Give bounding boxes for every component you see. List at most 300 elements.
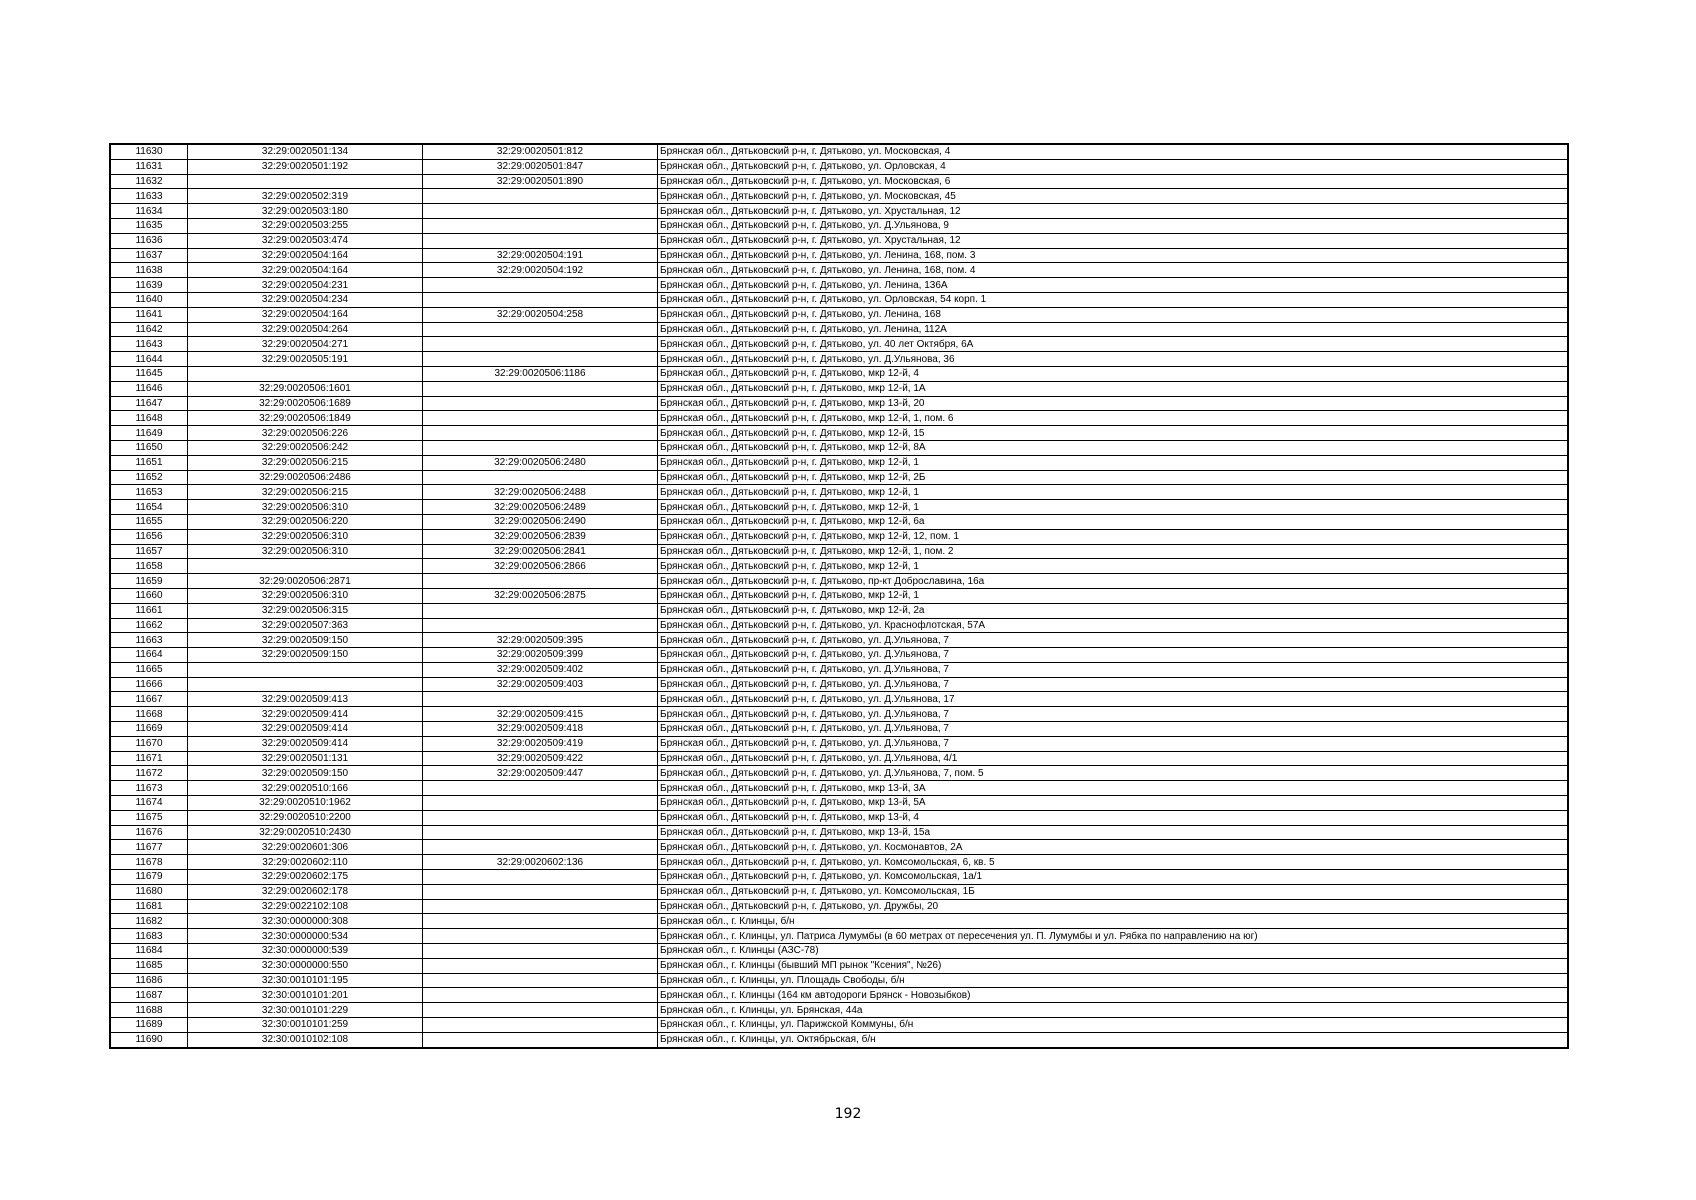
table-row (110, 559, 1568, 574)
address-cell: Брянская обл., Дятьковский р-н, г. Дятьково, мкр 12-й, 8А (658, 440, 1569, 455)
address-cell: Брянская обл., Дятьковский р-н, г. Дятьково, мкр 12-й, 1 (658, 455, 1569, 470)
address-cell: Брянская обл., Дятьковский р-н, г. Дятьково, мкр 12-й, 1 (658, 559, 1569, 574)
cadastral-number-cell: 32:29:0020504:164 (188, 263, 423, 278)
row-number-cell: 11686 (110, 973, 188, 988)
row-number-cell: 11656 (110, 529, 188, 544)
cadastral-number-cell: 32:30:0010101:201 (188, 988, 423, 1003)
object-number-cell: 32:29:0020506:2489 (423, 500, 658, 515)
table-row (110, 751, 1568, 766)
row-number-cell: 11664 (110, 648, 188, 663)
cadastral-number-cell: 32:29:0020509:414 (188, 736, 423, 751)
object-number-cell (423, 810, 658, 825)
cadastral-number-cell: 32:29:0020506:215 (188, 455, 423, 470)
row-number-cell: 11636 (110, 233, 188, 248)
object-number-cell (423, 292, 658, 307)
table-row (110, 662, 1568, 677)
row-number-cell: 11680 (110, 884, 188, 899)
cadastral-number-cell: 32:29:0020506:310 (188, 588, 423, 603)
object-number-cell (423, 411, 658, 426)
table-row (110, 337, 1568, 352)
cadastral-number-cell: 32:29:0020502:319 (188, 189, 423, 204)
address-cell: Брянская обл., г. Клинцы (бывший МП рынок "Ксения", №26) (658, 958, 1569, 973)
object-number-cell (423, 204, 658, 219)
table-row (110, 263, 1568, 278)
cadastral-number-cell: 32:29:0020602:110 (188, 855, 423, 870)
address-cell: Брянская обл., г. Клинцы, ул. Октябрьская, б/н (658, 1032, 1569, 1047)
row-number-cell: 11662 (110, 618, 188, 633)
row-number-cell: 11648 (110, 411, 188, 426)
table-row (110, 574, 1568, 589)
cadastral-number-cell: 32:29:0020501:131 (188, 751, 423, 766)
object-number-cell (423, 840, 658, 855)
table-row (110, 633, 1568, 648)
object-number-cell: 32:29:0020509:422 (423, 751, 658, 766)
table-row (110, 973, 1568, 988)
address-cell: Брянская обл., Дятьковский р-н, г. Дятьково, ул. Хрустальная, 12 (658, 204, 1569, 219)
cadastral-number-cell: 32:29:0020601:306 (188, 840, 423, 855)
table-row (110, 899, 1568, 914)
address-cell: Брянская обл., Дятьковский р-н, г. Дятьково, ул. Д.Ульянова, 7 (658, 662, 1569, 677)
object-number-cell (423, 1032, 658, 1047)
cadastral-number-cell: 32:29:0020501:192 (188, 159, 423, 174)
address-cell: Брянская обл., Дятьковский р-н, г. Дятьково, ул. Комсомольская, 6, кв. 5 (658, 855, 1569, 870)
object-number-cell (423, 396, 658, 411)
row-number-cell: 11675 (110, 810, 188, 825)
cadastral-number-cell: 32:30:0000000:534 (188, 929, 423, 944)
object-number-cell: 32:29:0020506:2490 (423, 514, 658, 529)
table-row (110, 366, 1568, 381)
table-row (110, 810, 1568, 825)
table-row (110, 618, 1568, 633)
table-row (110, 218, 1568, 233)
object-number-cell: 32:29:0020504:192 (423, 263, 658, 278)
table-row (110, 470, 1568, 485)
row-number-cell: 11660 (110, 588, 188, 603)
object-number-cell: 32:29:0020509:403 (423, 677, 658, 692)
row-number-cell: 11690 (110, 1032, 188, 1047)
object-number-cell (423, 781, 658, 796)
row-number-cell: 11669 (110, 722, 188, 737)
table-row (110, 381, 1568, 396)
address-cell: Брянская обл., Дятьковский р-н, г. Дятьково, ул. Ленина, 168, пом. 3 (658, 248, 1569, 263)
address-cell: Брянская обл., Дятьковский р-н, г. Дятьково, мкр 12-й, 1 (658, 485, 1569, 500)
object-number-cell: 32:29:0020509:418 (423, 722, 658, 737)
object-number-cell: 32:29:0020509:419 (423, 736, 658, 751)
address-cell: Брянская обл., Дятьковский р-н, г. Дятьково, ул. Д.Ульянова, 7 (658, 722, 1569, 737)
table-row (110, 781, 1568, 796)
address-cell: Брянская обл., Дятьковский р-н, г. Дятьково, ул. Комсомольская, 1Б (658, 884, 1569, 899)
address-cell: Брянская обл., Дятьковский р-н, г. Дятьково, ул. Орловская, 54 корп. 1 (658, 292, 1569, 307)
row-number-cell: 11650 (110, 440, 188, 455)
address-cell: Брянская обл., г. Клинцы, ул. Патриса Лумумбы (в 60 метрах от пересечения ул. П. Лумумбы и ул. Рябка по направлению на юг) (658, 929, 1569, 944)
address-cell: Брянская обл., Дятьковский р-н, г. Дятьково, мкр 12-й, 1А (658, 381, 1569, 396)
row-number-cell: 11647 (110, 396, 188, 411)
object-number-cell (423, 884, 658, 899)
row-number-cell: 11682 (110, 914, 188, 929)
cadastral-number-cell: 32:29:0020510:2200 (188, 810, 423, 825)
object-number-cell: 32:29:0020504:258 (423, 307, 658, 322)
object-number-cell (423, 603, 658, 618)
object-number-cell (423, 426, 658, 441)
object-number-cell: 32:29:0020506:2488 (423, 485, 658, 500)
address-cell: Брянская обл., Дятьковский р-н, г. Дятьково, ул. Хрустальная, 12 (658, 233, 1569, 248)
cadastral-number-cell (188, 559, 423, 574)
table-row (110, 292, 1568, 307)
address-cell: Брянская обл., Дятьковский р-н, г. Дятьково, мкр 12-й, 4 (658, 366, 1569, 381)
cadastral-number-cell: 32:29:0020506:2486 (188, 470, 423, 485)
address-cell: Брянская обл., Дятьковский р-н, г. Дятьково, мкр 12-й, 2Б (658, 470, 1569, 485)
table-row (110, 588, 1568, 603)
row-number-cell: 11674 (110, 796, 188, 811)
object-number-cell: 32:29:0020509:402 (423, 662, 658, 677)
address-cell: Брянская обл., Дятьковский р-н, г. Дятьково, ул. Московская, 4 (658, 144, 1569, 159)
cadastral-number-cell: 32:29:0020509:413 (188, 692, 423, 707)
object-number-cell: 32:29:0020506:2866 (423, 559, 658, 574)
row-number-cell: 11665 (110, 662, 188, 677)
cadastral-number-cell (188, 677, 423, 692)
address-cell: Брянская обл., Дятьковский р-н, г. Дятьково, мкр 13-й, 15а (658, 825, 1569, 840)
row-number-cell: 11655 (110, 514, 188, 529)
table-row (110, 500, 1568, 515)
address-cell: Брянская обл., Дятьковский р-н, г. Дятьково, ул. Комсомольская, 1а/1 (658, 870, 1569, 885)
cadastral-number-cell: 32:29:0020505:191 (188, 352, 423, 367)
row-number-cell: 11637 (110, 248, 188, 263)
object-number-cell: 32:29:0020509:415 (423, 707, 658, 722)
cadastral-number-cell: 32:29:0020510:2430 (188, 825, 423, 840)
address-cell: Брянская обл., Дятьковский р-н, г. Дятьково, ул. Орловская, 4 (658, 159, 1569, 174)
table-row (110, 485, 1568, 500)
object-number-cell (423, 944, 658, 959)
table-row (110, 174, 1568, 189)
row-number-cell: 11681 (110, 899, 188, 914)
cadastral-number-cell: 32:29:0020501:134 (188, 144, 423, 159)
row-number-cell: 11672 (110, 766, 188, 781)
address-cell: Брянская обл., Дятьковский р-н, г. Дятьково, ул. Московская, 45 (658, 189, 1569, 204)
table-row (110, 929, 1568, 944)
address-cell: Брянская обл., Дятьковский р-н, г. Дятьково, ул. Д.Ульянова, 7 (658, 648, 1569, 663)
address-cell: Брянская обл., Дятьковский р-н, г. Дятьково, мкр 13-й, 5А (658, 796, 1569, 811)
cadastral-number-cell: 32:29:0020504:164 (188, 248, 423, 263)
object-number-cell (423, 337, 658, 352)
cadastral-number-cell: 32:29:0020504:231 (188, 278, 423, 293)
cadastral-number-cell: 32:29:0020504:271 (188, 337, 423, 352)
address-cell: Брянская обл., Дятьковский р-н, г. Дятьково, ул. Ленина, 168, пом. 4 (658, 263, 1569, 278)
table-row (110, 914, 1568, 929)
address-cell: Брянская обл., г. Клинцы, ул. Брянская, 44а (658, 1003, 1569, 1018)
address-cell: Брянская обл., Дятьковский р-н, г. Дятьково, ул. Дружбы, 20 (658, 899, 1569, 914)
object-number-cell: 32:29:0020509:395 (423, 633, 658, 648)
table-row (110, 796, 1568, 811)
cadastral-number-cell: 32:29:0020506:215 (188, 485, 423, 500)
table-row (110, 692, 1568, 707)
cadastral-number-cell: 32:29:0020602:175 (188, 870, 423, 885)
address-cell: Брянская обл., Дятьковский р-н, г. Дятьково, мкр 13-й, 4 (658, 810, 1569, 825)
row-number-cell: 11641 (110, 307, 188, 322)
cadastral-number-cell: 32:29:0020506:220 (188, 514, 423, 529)
row-number-cell: 11687 (110, 988, 188, 1003)
object-number-cell (423, 218, 658, 233)
address-cell: Брянская обл., г. Клинцы (АЗС-78) (658, 944, 1569, 959)
row-number-cell: 11634 (110, 204, 188, 219)
address-cell: Брянская обл., Дятьковский р-н, г. Дятьково, мкр 12-й, 2а (658, 603, 1569, 618)
object-number-cell (423, 322, 658, 337)
table-row (110, 944, 1568, 959)
cadastral-number-cell: 32:29:0020506:310 (188, 500, 423, 515)
table-row (110, 1032, 1568, 1047)
address-cell: Брянская обл., Дятьковский р-н, г. Дятьково, мкр 13-й, 20 (658, 396, 1569, 411)
row-number-cell: 11677 (110, 840, 188, 855)
cadastral-number-cell (188, 366, 423, 381)
cadastral-number-cell: 32:29:0020506:310 (188, 529, 423, 544)
row-number-cell: 11653 (110, 485, 188, 500)
table-row (110, 396, 1568, 411)
table-row (110, 544, 1568, 559)
object-number-cell: 32:29:0020506:2841 (423, 544, 658, 559)
table-row (110, 840, 1568, 855)
table-row (110, 870, 1568, 885)
cadastral-number-cell: 32:30:0010101:195 (188, 973, 423, 988)
object-number-cell (423, 278, 658, 293)
row-number-cell: 11670 (110, 736, 188, 751)
row-number-cell: 11635 (110, 218, 188, 233)
address-cell: Брянская обл., Дятьковский р-н, г. Дятьково, пр-кт Доброславина, 16а (658, 574, 1569, 589)
address-cell: Брянская обл., Дятьковский р-н, г. Дятьково, ул. Д.Ульянова, 7, пом. 5 (658, 766, 1569, 781)
address-cell: Брянская обл., Дятьковский р-н, г. Дятьково, мкр 12-й, 12, пом. 1 (658, 529, 1569, 544)
cadastral-number-cell: 32:29:0020506:310 (188, 544, 423, 559)
object-number-cell (423, 189, 658, 204)
table-row (110, 411, 1568, 426)
table-row (110, 958, 1568, 973)
row-number-cell: 11678 (110, 855, 188, 870)
cadastral-number-cell: 32:29:0020506:242 (188, 440, 423, 455)
address-cell: Брянская обл., Дятьковский р-н, г. Дятьково, ул. Д.Ульянова, 4/1 (658, 751, 1569, 766)
address-cell: Брянская обл., Дятьковский р-н, г. Дятьково, ул. Д.Ульянова, 7 (658, 677, 1569, 692)
table-row (110, 455, 1568, 470)
object-number-cell: 32:29:0020509:399 (423, 648, 658, 663)
row-number-cell: 11667 (110, 692, 188, 707)
object-number-cell (423, 825, 658, 840)
cadastral-number-cell: 32:29:0020506:2871 (188, 574, 423, 589)
row-number-cell: 11668 (110, 707, 188, 722)
cadastral-number-cell: 32:29:0020509:414 (188, 722, 423, 737)
cadastral-number-cell: 32:29:0020509:414 (188, 707, 423, 722)
table-row (110, 322, 1568, 337)
cadastral-number-cell: 32:29:0020509:150 (188, 633, 423, 648)
object-number-cell (423, 1003, 658, 1018)
address-cell: Брянская обл., г. Клинцы, б/н (658, 914, 1569, 929)
cadastral-number-cell: 32:29:0020503:255 (188, 218, 423, 233)
cadastral-number-cell (188, 662, 423, 677)
address-cell: Брянская обл., Дятьковский р-н, г. Дятьково, мкр 12-й, 15 (658, 426, 1569, 441)
table-row (110, 736, 1568, 751)
cadastral-number-cell: 32:29:0020506:315 (188, 603, 423, 618)
row-number-cell: 11642 (110, 322, 188, 337)
table-body (110, 144, 1568, 1048)
cadastral-number-cell: 32:30:0000000:550 (188, 958, 423, 973)
cadastral-number-cell: 32:30:0010101:259 (188, 1018, 423, 1033)
cadastral-number-cell: 32:30:0000000:308 (188, 914, 423, 929)
row-number-cell: 11658 (110, 559, 188, 574)
cadastral-number-cell: 32:30:0010102:108 (188, 1032, 423, 1047)
row-number-cell: 11663 (110, 633, 188, 648)
table-row (110, 677, 1568, 692)
object-number-cell (423, 914, 658, 929)
table-row (110, 159, 1568, 174)
object-number-cell: 32:29:0020509:447 (423, 766, 658, 781)
address-cell: Брянская обл., г. Клинцы, ул. Площадь Свободы, б/н (658, 973, 1569, 988)
row-number-cell: 11651 (110, 455, 188, 470)
table-row (110, 233, 1568, 248)
table-row (110, 825, 1568, 840)
cadastral-number-cell: 32:29:0020506:226 (188, 426, 423, 441)
address-cell: Брянская обл., Дятьковский р-н, г. Дятьково, ул. Д.Ульянова, 7 (658, 707, 1569, 722)
cadastral-number-cell: 32:29:0020509:150 (188, 766, 423, 781)
object-number-cell (423, 692, 658, 707)
row-number-cell: 11630 (110, 144, 188, 159)
table-row (110, 307, 1568, 322)
object-number-cell: 32:29:0020501:890 (423, 174, 658, 189)
address-cell: Брянская обл., Дятьковский р-н, г. Дятьково, ул. Московская, 6 (658, 174, 1569, 189)
row-number-cell: 11679 (110, 870, 188, 885)
cadastral-number-cell: 32:30:0010101:229 (188, 1003, 423, 1018)
address-cell: Брянская обл., Дятьковский р-н, г. Дятьково, ул. Ленина, 112А (658, 322, 1569, 337)
row-number-cell: 11685 (110, 958, 188, 973)
row-number-cell: 11644 (110, 352, 188, 367)
cadastral-number-cell: 32:29:0020602:178 (188, 884, 423, 899)
address-cell: Брянская обл., Дятьковский р-н, г. Дятьково, ул. Космонавтов, 2А (658, 840, 1569, 855)
object-number-cell (423, 1018, 658, 1033)
table-row (110, 722, 1568, 737)
row-number-cell: 11633 (110, 189, 188, 204)
row-number-cell: 11652 (110, 470, 188, 485)
cadastral-number-cell: 32:29:0020506:1849 (188, 411, 423, 426)
cadastral-number-cell: 32:29:0020504:234 (188, 292, 423, 307)
row-number-cell: 11646 (110, 381, 188, 396)
row-number-cell: 11673 (110, 781, 188, 796)
row-number-cell: 11689 (110, 1018, 188, 1033)
object-number-cell (423, 618, 658, 633)
address-cell: Брянская обл., Дятьковский р-н, г. Дятьково, мкр 12-й, 1 (658, 500, 1569, 515)
table-row (110, 352, 1568, 367)
address-cell: Брянская обл., Дятьковский р-н, г. Дятьково, мкр 12-й, 6а (658, 514, 1569, 529)
object-number-cell (423, 440, 658, 455)
table-row (110, 189, 1568, 204)
row-number-cell: 11659 (110, 574, 188, 589)
row-number-cell: 11657 (110, 544, 188, 559)
cadastral-number-cell (188, 174, 423, 189)
row-number-cell: 11640 (110, 292, 188, 307)
table-row (110, 766, 1568, 781)
table-row (110, 707, 1568, 722)
object-number-cell (423, 958, 658, 973)
table-row (110, 514, 1568, 529)
row-number-cell: 11649 (110, 426, 188, 441)
address-cell: Брянская обл., Дятьковский р-н, г. Дятьково, мкр 13-й, 3А (658, 781, 1569, 796)
object-number-cell (423, 796, 658, 811)
object-number-cell (423, 470, 658, 485)
row-number-cell: 11631 (110, 159, 188, 174)
table-row (110, 426, 1568, 441)
address-cell: Брянская обл., г. Клинцы, ул. Парижской Коммуны, б/н (658, 1018, 1569, 1033)
row-number-cell: 11676 (110, 825, 188, 840)
table-row (110, 204, 1568, 219)
address-cell: Брянская обл., Дятьковский р-н, г. Дятьково, мкр 12-й, 1, пом. 6 (658, 411, 1569, 426)
cadastral-number-cell: 32:30:0000000:539 (188, 944, 423, 959)
object-number-cell: 32:29:0020501:847 (423, 159, 658, 174)
row-number-cell: 11643 (110, 337, 188, 352)
object-number-cell (423, 574, 658, 589)
row-number-cell: 11684 (110, 944, 188, 959)
address-cell: Брянская обл., Дятьковский р-н, г. Дятьково, мкр 12-й, 1, пом. 2 (658, 544, 1569, 559)
row-number-cell: 11671 (110, 751, 188, 766)
row-number-cell: 11661 (110, 603, 188, 618)
object-number-cell: 32:29:0020501:812 (423, 144, 658, 159)
address-cell: Брянская обл., Дятьковский р-н, г. Дятьково, ул. Краснофлотская, 57А (658, 618, 1569, 633)
table-row (110, 1018, 1568, 1033)
table-row (110, 884, 1568, 899)
table-row (110, 248, 1568, 263)
cadastral-number-cell: 32:29:0020504:264 (188, 322, 423, 337)
cadastral-number-cell: 32:29:0020507:363 (188, 618, 423, 633)
table-row (110, 440, 1568, 455)
row-number-cell: 11639 (110, 278, 188, 293)
cadastral-number-cell: 32:29:0020510:1962 (188, 796, 423, 811)
address-cell: Брянская обл., Дятьковский р-н, г. Дятьково, ул. Д.Ульянова, 7 (658, 736, 1569, 751)
table-row (110, 855, 1568, 870)
cadastral-number-cell: 32:29:0020506:1601 (188, 381, 423, 396)
row-number-cell: 11638 (110, 263, 188, 278)
table-row (110, 529, 1568, 544)
table-row (110, 1003, 1568, 1018)
address-cell: Брянская обл., Дятьковский р-н, г. Дятьково, ул. Д.Ульянова, 7 (658, 633, 1569, 648)
address-cell: Брянская обл., Дятьковский р-н, г. Дятьково, мкр 12-й, 1 (658, 588, 1569, 603)
cadastral-number-cell: 32:29:0020509:150 (188, 648, 423, 663)
registry-table (109, 143, 1569, 1049)
object-number-cell (423, 381, 658, 396)
row-number-cell: 11645 (110, 366, 188, 381)
page-number: 192 (834, 1106, 862, 1122)
address-cell: Брянская обл., Дятьковский р-н, г. Дятьково, ул. Д.Ульянова, 17 (658, 692, 1569, 707)
row-number-cell: 11632 (110, 174, 188, 189)
object-number-cell: 32:29:0020506:1186 (423, 366, 658, 381)
object-number-cell (423, 929, 658, 944)
table-row (110, 648, 1568, 663)
table-row (110, 988, 1568, 1003)
object-number-cell (423, 352, 658, 367)
object-number-cell: 32:29:0020506:2480 (423, 455, 658, 470)
cadastral-number-cell: 32:29:0020506:1689 (188, 396, 423, 411)
object-number-cell (423, 233, 658, 248)
object-number-cell: 32:29:0020602:136 (423, 855, 658, 870)
cadastral-number-cell: 32:29:0020503:180 (188, 204, 423, 219)
object-number-cell: 32:29:0020506:2875 (423, 588, 658, 603)
row-number-cell: 11666 (110, 677, 188, 692)
object-number-cell: 32:29:0020506:2839 (423, 529, 658, 544)
object-number-cell (423, 899, 658, 914)
object-number-cell (423, 870, 658, 885)
row-number-cell: 11654 (110, 500, 188, 515)
table-row (110, 144, 1568, 159)
address-cell: Брянская обл., Дятьковский р-н, г. Дятьково, ул. Д.Ульянова, 9 (658, 218, 1569, 233)
object-number-cell (423, 988, 658, 1003)
address-cell: Брянская обл., Дятьковский р-н, г. Дятьково, ул. 40 лет Октября, 6А (658, 337, 1569, 352)
table-row (110, 603, 1568, 618)
cadastral-number-cell: 32:29:0020503:474 (188, 233, 423, 248)
cadastral-number-cell: 32:29:0022102:108 (188, 899, 423, 914)
object-number-cell: 32:29:0020504:191 (423, 248, 658, 263)
table-row (110, 278, 1568, 293)
cadastral-number-cell: 32:29:0020504:164 (188, 307, 423, 322)
